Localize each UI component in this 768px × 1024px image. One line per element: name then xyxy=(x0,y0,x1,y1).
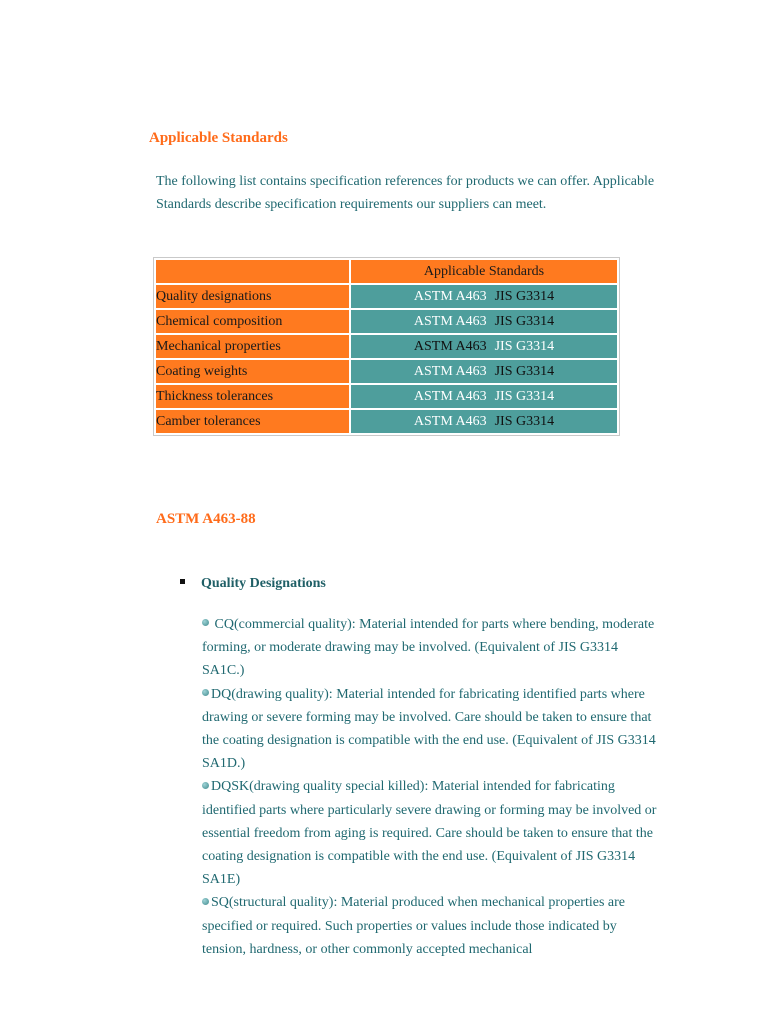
list-item xyxy=(202,891,658,961)
jis-link[interactable]: JIS G3314 xyxy=(494,388,555,404)
table-row xyxy=(156,385,617,408)
row-label: Quality designations xyxy=(156,285,349,308)
astm-link[interactable]: ASTM A463 xyxy=(413,313,487,329)
designation-list xyxy=(202,613,658,961)
section-title: ASTM A463-88 xyxy=(156,511,256,527)
item-text: DQ(drawing quality): Material intended for fabricating identified parts where drawing or severe forming may be involved. Care should be taken to ensure that the coating designation is compatible with the end use. (Equivalent of JIS G3314 SA1D.) xyxy=(202,686,656,772)
row-label: Thickness tolerances xyxy=(156,385,349,408)
list-item xyxy=(202,683,658,776)
list-item xyxy=(202,613,658,683)
page-heading: Applicable Standards xyxy=(149,130,288,146)
table-row xyxy=(156,310,617,333)
row-label: Camber tolerances xyxy=(156,410,349,433)
row-label: Coating weights xyxy=(156,360,349,383)
standards-cell xyxy=(351,285,617,308)
table-row xyxy=(156,335,617,358)
table-row xyxy=(156,285,617,308)
astm-link[interactable]: ASTM A463 xyxy=(413,288,487,304)
standards-cell xyxy=(351,385,617,408)
round-bullet-icon xyxy=(202,898,209,905)
astm-link[interactable]: ASTM A463 xyxy=(413,338,487,354)
standards-cell xyxy=(351,410,617,433)
jis-link[interactable]: JIS G3314 xyxy=(494,288,555,304)
round-bullet-icon xyxy=(202,689,209,696)
item-text: DQSK(drawing quality special killed): Material intended for fabricating identified parts where particularly severe drawing or forming may be involved or essential freedom from aging is required. Care should be taken to ensure that the coating designation is compatible with the end use. (Equivalent of JIS G3314 SA1E) xyxy=(202,779,657,888)
intro-paragraph: The following list contains specification references for products we can offer. Applicable Standards describe specification requirements our suppliers can meet. xyxy=(156,174,655,212)
jis-link[interactable]: JIS G3314 xyxy=(494,338,555,354)
astm-link[interactable]: ASTM A463 xyxy=(413,363,487,379)
table-header-row xyxy=(156,260,617,283)
square-bullet-icon xyxy=(180,579,185,584)
item-text: CQ(commercial quality): Material intended for parts where bending, moderate forming, or moderate drawing may be involved. (Equivalent of JIS G3314 SA1C.) xyxy=(202,617,655,679)
jis-link[interactable]: JIS G3314 xyxy=(494,313,555,329)
round-bullet-icon xyxy=(202,619,209,626)
round-bullet-icon xyxy=(202,782,209,789)
row-label: Chemical composition xyxy=(156,310,349,333)
bullet-label: Quality Designations xyxy=(201,576,326,591)
standards-table xyxy=(153,257,620,436)
list-item xyxy=(202,775,658,891)
item-text: SQ(structural quality): Material produced when mechanical properties are specified or required. Such properties or values include those indicated by tension, hardness, or other commonly accepted mechanical xyxy=(202,895,626,957)
table-row xyxy=(156,410,617,433)
table-row xyxy=(156,360,617,383)
jis-link[interactable]: JIS G3314 xyxy=(494,413,555,429)
quality-designations-bullet xyxy=(180,576,326,592)
row-label: Mechanical properties xyxy=(156,335,349,358)
standards-cell xyxy=(351,360,617,383)
astm-link[interactable]: ASTM A463 xyxy=(413,413,487,429)
astm-link[interactable]: ASTM A463 xyxy=(413,388,487,404)
table-header-cell: Applicable Standards xyxy=(351,260,617,283)
jis-link[interactable]: JIS G3314 xyxy=(494,363,555,379)
table-header-empty-cell xyxy=(156,260,349,283)
standards-cell xyxy=(351,310,617,333)
standards-cell xyxy=(351,335,617,358)
